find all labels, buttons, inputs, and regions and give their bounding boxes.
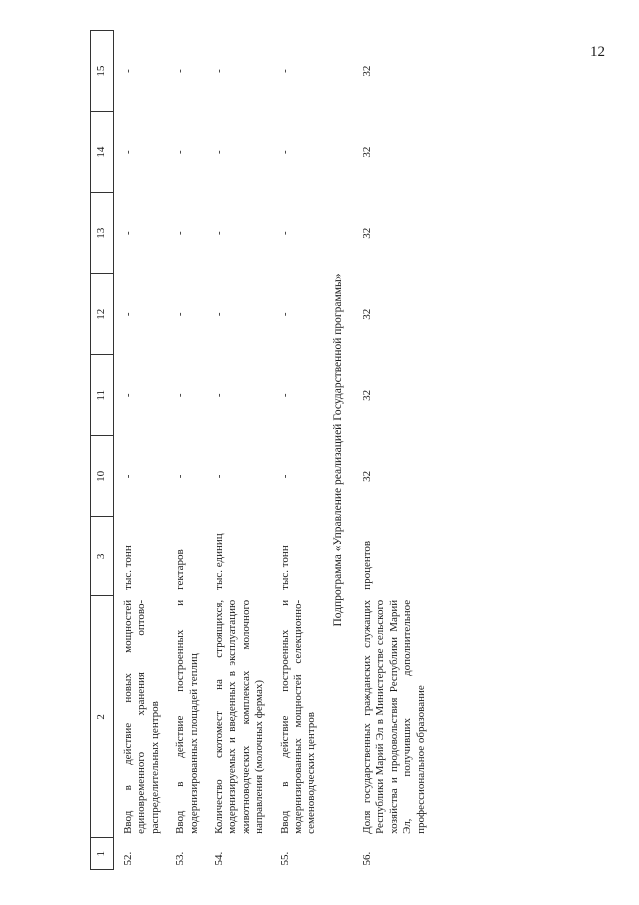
value-cell: - bbox=[278, 69, 291, 73]
value-cell: - bbox=[213, 474, 226, 479]
unit-cell: тыс. единиц bbox=[213, 533, 226, 590]
indicator-name: Ввод в действие построенных и модернизированных мощностей селекционно-семеноводческих центров bbox=[278, 599, 318, 834]
value-cell: - bbox=[122, 393, 134, 398]
column-header: 11 bbox=[91, 355, 114, 436]
value-cell: - bbox=[122, 312, 134, 317]
unit-cell: процентов bbox=[360, 540, 373, 590]
value-cell: - bbox=[122, 69, 134, 73]
value-cell: - bbox=[213, 150, 226, 154]
unit-cell: тыс. тонн bbox=[122, 545, 134, 590]
value-cell: - bbox=[174, 474, 187, 479]
column-header: 14 bbox=[91, 112, 114, 193]
table-row bbox=[271, 31, 323, 870]
value-cell: - bbox=[213, 69, 226, 73]
table-header-row bbox=[91, 31, 114, 870]
value-cell: - bbox=[122, 474, 134, 479]
value-cell: 32 bbox=[360, 146, 373, 158]
column-header: 10 bbox=[91, 436, 114, 517]
row-number: 53. bbox=[174, 851, 187, 866]
value-cell: - bbox=[278, 150, 291, 154]
subprogram-heading-row bbox=[323, 31, 353, 870]
unit-cell: гектаров bbox=[174, 549, 187, 590]
indicator-name: Ввод в действие построенных и модернизированных площадей теплиц bbox=[174, 599, 200, 834]
row-number: 55. bbox=[278, 851, 291, 866]
column-header: 3 bbox=[91, 517, 114, 596]
row-number: 54. bbox=[213, 851, 226, 866]
value-cell: - bbox=[174, 150, 187, 154]
value-cell: - bbox=[174, 312, 187, 317]
value-cell: 32 bbox=[360, 470, 373, 482]
value-cell: - bbox=[278, 393, 291, 398]
subprogram-title: Подпрограмма «Управление реализацией Государственной программы» bbox=[331, 273, 344, 627]
page-number: 12 bbox=[590, 44, 605, 60]
row-number: 52. bbox=[122, 851, 134, 866]
value-cell: - bbox=[122, 231, 134, 236]
table-row bbox=[166, 31, 205, 870]
value-cell: - bbox=[213, 393, 226, 398]
value-cell: 32 bbox=[360, 227, 373, 239]
value-cell: - bbox=[278, 231, 291, 236]
value-cell: - bbox=[213, 312, 226, 317]
value-cell: - bbox=[278, 312, 291, 317]
value-cell: - bbox=[278, 474, 291, 479]
value-cell: 32 bbox=[360, 308, 373, 320]
column-header: 12 bbox=[91, 274, 114, 355]
row-number: 56. bbox=[360, 851, 373, 866]
table-row bbox=[353, 31, 432, 870]
unit-cell: тыс. тонн bbox=[278, 545, 291, 590]
rotated-table-sheet bbox=[90, 30, 610, 870]
column-header: 2 bbox=[91, 596, 114, 838]
value-cell: - bbox=[122, 150, 134, 154]
value-cell: 32 bbox=[360, 65, 373, 77]
value-cell: - bbox=[174, 69, 187, 73]
indicator-name: Количество скотомест на строящихся, модернизируемых и введенных в эксплуатацию животноводческих комплексах молочного направления (молочных фермах) bbox=[213, 599, 266, 834]
column-header: 13 bbox=[91, 193, 114, 274]
value-cell: - bbox=[213, 231, 226, 236]
indicator-name: Ввод в действие новых мощностей единовременного хранения оптово-распределительных центров bbox=[122, 599, 161, 834]
table-row bbox=[114, 31, 167, 870]
table-row bbox=[205, 31, 271, 870]
value-cell: - bbox=[174, 393, 187, 398]
value-cell: - bbox=[174, 231, 187, 236]
indicators-table bbox=[90, 30, 432, 870]
value-cell: 32 bbox=[360, 389, 373, 401]
column-header: 15 bbox=[91, 31, 114, 112]
column-header: 1 bbox=[91, 838, 114, 870]
indicator-name: Доля государственных гражданских служащих Республики Марий Эл в Министерстве сельского хозяйства и продовольствия Республики Марий Эл, получивших дополнительное профессиональное образование bbox=[360, 599, 427, 834]
